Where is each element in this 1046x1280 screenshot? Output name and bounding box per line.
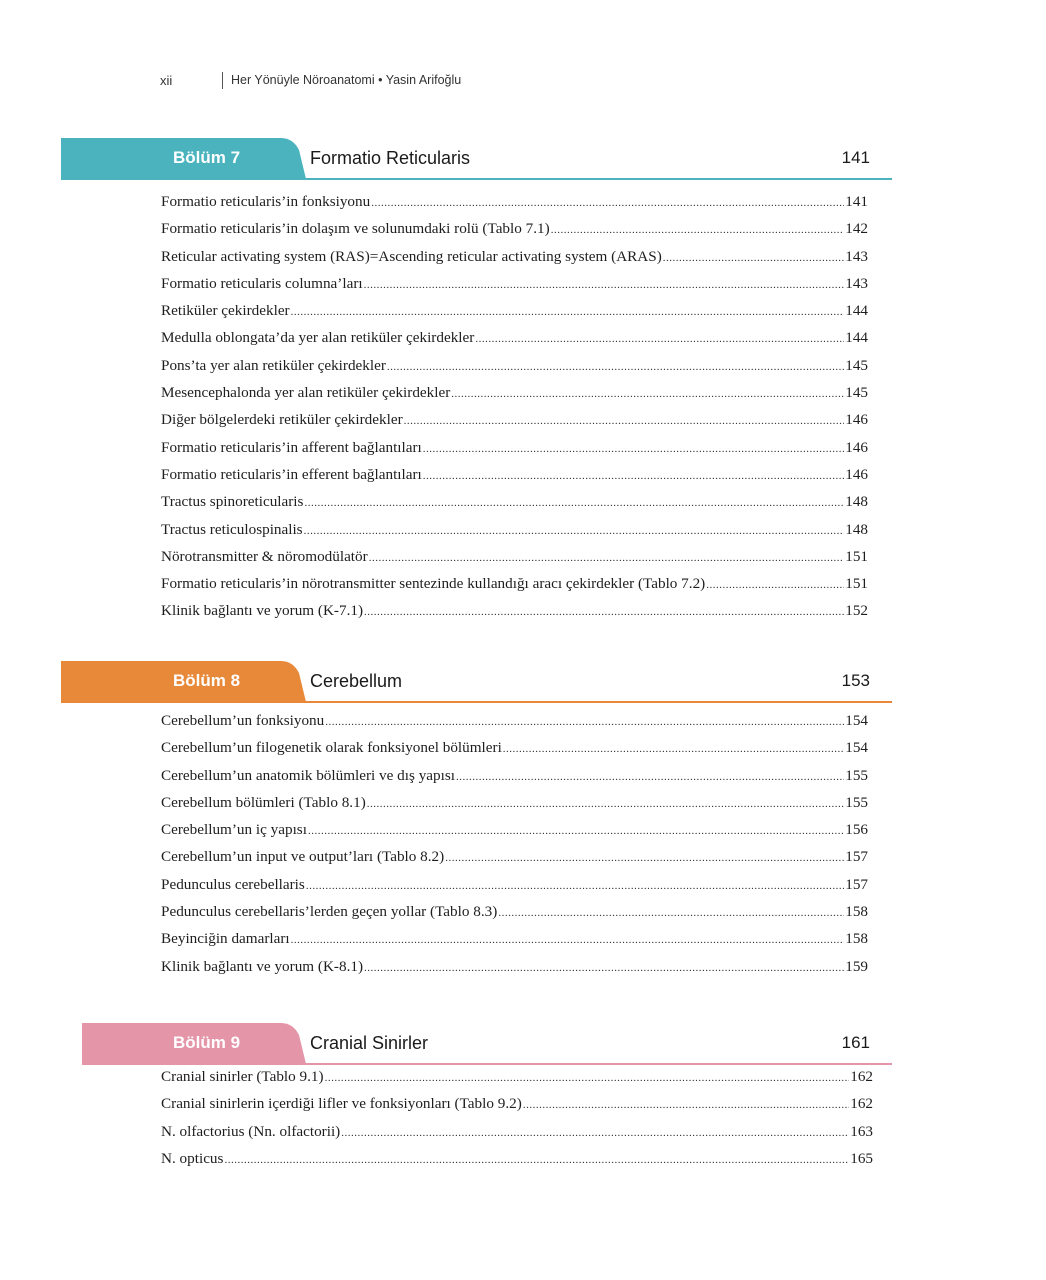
toc-entry[interactable] xyxy=(161,958,868,985)
entry-title: N. olfactorius (Nn. olfactorii) xyxy=(161,1122,341,1140)
entry-page: 154 xyxy=(845,739,868,757)
toc-entry[interactable] xyxy=(161,1068,873,1095)
dot-leader xyxy=(445,852,844,864)
dot-leader xyxy=(503,743,844,755)
dot-leader xyxy=(304,497,844,509)
dot-leader xyxy=(423,443,844,455)
entry-page: 155 xyxy=(845,793,868,811)
toc-entry[interactable] xyxy=(161,548,868,575)
entry-page: 155 xyxy=(845,766,868,784)
toc-entry[interactable] xyxy=(161,411,868,438)
entry-title: Klinik bağlantı ve yorum (K-7.1) xyxy=(161,602,364,620)
chapter-7-rule xyxy=(61,178,892,180)
chapter-8 xyxy=(0,661,1046,975)
dot-leader xyxy=(706,579,844,591)
chapter-7-page: 141 xyxy=(841,148,870,167)
entry-title: Formatio reticularis’in efferent bağlantıları xyxy=(161,465,422,483)
toc-entry[interactable] xyxy=(161,220,868,247)
entry-page: 142 xyxy=(845,220,868,238)
entry-title: Cerebellum’un input ve output’ları (Tablo 8.2) xyxy=(161,848,445,866)
entry-page: 158 xyxy=(845,903,868,921)
entry-page: 144 xyxy=(845,329,868,347)
chapter-9-page: 161 xyxy=(841,1033,870,1052)
entry-page: 152 xyxy=(845,602,868,620)
entry-title: Cerebellum’un fonksiyonu xyxy=(161,712,325,729)
entry-title: Cerebellum’un anatomik bölümleri ve dış yapısı xyxy=(161,766,455,784)
entry-page: 163 xyxy=(850,1122,873,1140)
entry-page: 162 xyxy=(850,1068,873,1085)
toc-entry[interactable] xyxy=(161,767,868,794)
chapter-8-page: 153 xyxy=(841,671,870,690)
toc-entry[interactable] xyxy=(161,821,868,848)
chapter-9-title: Cranial Sinirler xyxy=(310,1033,429,1053)
entry-page: 143 xyxy=(845,274,868,292)
entry-title: Cerebellum’un iç yapısı xyxy=(161,821,307,839)
toc-entry[interactable] xyxy=(161,248,868,275)
toc-entry[interactable] xyxy=(161,602,868,629)
dot-leader xyxy=(523,1099,849,1111)
entry-title: Mesencephalonda yer alan retiküler çekirdekler xyxy=(161,384,451,402)
dot-leader xyxy=(367,798,844,810)
entry-page: 145 xyxy=(845,384,868,402)
entry-page: 151 xyxy=(845,547,868,565)
entry-page: 157 xyxy=(845,848,868,866)
entry-title: Formatio reticularis’in fonksiyonu xyxy=(161,193,371,210)
entry-title: Reticular activating system (RAS)=Ascending reticular activating system (ARAS) xyxy=(161,247,662,265)
chapter-7-title: Formatio Reticularis xyxy=(310,148,471,168)
entry-title: Pedunculus cerebellaris xyxy=(161,875,305,893)
entry-title: Formatio reticularis’in afferent bağlantıları xyxy=(161,438,422,456)
toc-entry[interactable] xyxy=(161,357,868,384)
running-head xyxy=(160,70,461,90)
chapter-8-entries xyxy=(161,712,868,985)
entry-page: 146 xyxy=(845,411,868,429)
entry-page: 144 xyxy=(845,302,868,320)
dot-leader xyxy=(304,525,845,537)
entry-page: 143 xyxy=(845,247,868,265)
header-divider xyxy=(222,72,223,89)
entry-title: Formatio reticularis columna’ları xyxy=(161,274,363,292)
toc-entry[interactable] xyxy=(161,466,868,493)
toc-entry[interactable] xyxy=(161,903,868,930)
entry-page: 141 xyxy=(845,193,868,210)
entry-title: Diğer bölgelerdeki retiküler çekirdekler xyxy=(161,411,403,429)
dot-leader xyxy=(325,716,844,728)
entry-page: 146 xyxy=(845,438,868,456)
entry-title: Cranial sinirler (Tablo 9.1) xyxy=(161,1068,324,1085)
entry-page: 165 xyxy=(850,1149,873,1167)
entry-title: Tractus reticulospinalis xyxy=(161,520,303,538)
entry-title: Nörotransmitter & nöromodülatör xyxy=(161,547,368,565)
toc-entry[interactable] xyxy=(161,493,868,520)
toc-entry[interactable] xyxy=(161,848,868,875)
entry-page: 158 xyxy=(845,930,868,948)
book-title: Her Yönüyle Nöroanatomi • Yasin Arifoğlu xyxy=(231,73,462,87)
entry-title: Formatio reticularis’in dolaşım ve solunumdaki rolü (Tablo 7.1) xyxy=(161,220,550,238)
entry-page: 156 xyxy=(845,821,868,839)
toc-entry[interactable] xyxy=(161,876,868,903)
chapter-8-rule xyxy=(61,701,892,703)
chapter-9-entries xyxy=(161,1068,873,1177)
dot-leader xyxy=(325,1072,850,1084)
entry-page: 157 xyxy=(845,875,868,893)
entry-title: Pons’ta yer alan retiküler çekirdekler xyxy=(161,356,386,374)
toc-entry[interactable] xyxy=(161,712,868,739)
chapter-7 xyxy=(0,138,1046,620)
dot-leader xyxy=(498,907,844,919)
entry-page: 159 xyxy=(845,957,868,975)
toc-entry[interactable] xyxy=(161,739,868,766)
dot-leader xyxy=(224,1154,849,1166)
chapter-9-label: Bölüm 9 xyxy=(173,1033,241,1052)
dot-leader xyxy=(364,279,845,291)
entry-page: 148 xyxy=(845,493,868,511)
dot-leader xyxy=(475,333,844,345)
chapter-7-header xyxy=(0,138,1046,180)
toc-entry[interactable] xyxy=(161,302,868,329)
dot-leader xyxy=(404,415,845,427)
toc-entry[interactable] xyxy=(161,1150,873,1177)
dot-leader xyxy=(306,880,844,892)
entry-title: Cranial sinirlerin içerdiği lifler ve fonksiyonları (Tablo 9.2) xyxy=(161,1095,522,1113)
chapter-7-label: Bölüm 7 xyxy=(173,148,241,167)
entry-title: Cerebellum bölümleri (Tablo 8.1) xyxy=(161,793,366,811)
entry-title: Klinik bağlantı ve yorum (K-8.1) xyxy=(161,957,364,975)
chapter-7-entries xyxy=(161,193,868,630)
entry-title: Beyinciğin damarları xyxy=(161,930,290,948)
toc-entry[interactable] xyxy=(161,575,868,602)
dot-leader xyxy=(451,388,844,400)
dot-leader xyxy=(364,606,844,618)
dot-leader xyxy=(423,470,844,482)
toc-entry[interactable] xyxy=(161,384,868,411)
toc-entry[interactable] xyxy=(161,794,868,821)
dot-leader xyxy=(364,962,844,974)
dot-leader xyxy=(387,361,844,373)
dot-leader xyxy=(369,552,845,564)
entry-title: Formatio reticularis’in nörotransmitter sentezinde kullandığı aracı çekirdekler (Tablo 7.2) xyxy=(161,575,706,593)
chapter-8-header xyxy=(0,661,1046,703)
entry-page: 148 xyxy=(845,520,868,538)
dot-leader xyxy=(291,306,845,318)
entry-title: Retiküler çekirdekler xyxy=(161,302,290,320)
entry-page: 151 xyxy=(845,575,868,593)
chapter-8-label: Bölüm 8 xyxy=(173,671,241,690)
page-number: xii xyxy=(160,72,173,88)
dot-leader xyxy=(308,825,844,837)
entry-title: Pedunculus cerebellaris’lerden geçen yollar (Tablo 8.3) xyxy=(161,903,498,921)
dot-leader xyxy=(371,197,844,209)
entry-title: Medulla oblongata’da yer alan retiküler çekirdekler xyxy=(161,329,475,347)
entry-title: Cerebellum’un filogenetik olarak fonksiyonel bölümleri xyxy=(161,739,502,757)
entry-title: Tractus spinoreticularis xyxy=(161,493,304,511)
entry-page: 162 xyxy=(850,1095,873,1113)
toc-entry[interactable] xyxy=(161,1095,873,1122)
entry-page: 145 xyxy=(845,356,868,374)
toc-entry[interactable] xyxy=(161,275,868,302)
chapter-8-title: Cerebellum xyxy=(310,671,403,691)
entry-page: 146 xyxy=(845,465,868,483)
dot-leader xyxy=(663,252,844,264)
toc-entry[interactable] xyxy=(161,930,868,957)
chapter-9-header xyxy=(0,1023,1046,1065)
entry-title: N. opticus xyxy=(161,1149,224,1167)
chapter-9 xyxy=(0,1023,1046,1167)
toc-entry[interactable] xyxy=(161,1123,873,1150)
toc-entry[interactable] xyxy=(161,439,868,466)
dot-leader xyxy=(456,771,844,783)
toc-entry[interactable] xyxy=(161,521,868,548)
entry-page: 154 xyxy=(845,712,868,729)
dot-leader xyxy=(291,934,845,946)
toc-entry[interactable] xyxy=(161,329,868,356)
dot-leader xyxy=(341,1127,849,1139)
dot-leader xyxy=(551,224,845,236)
toc-entry[interactable] xyxy=(161,193,868,220)
chapter-9-rule xyxy=(82,1063,892,1065)
